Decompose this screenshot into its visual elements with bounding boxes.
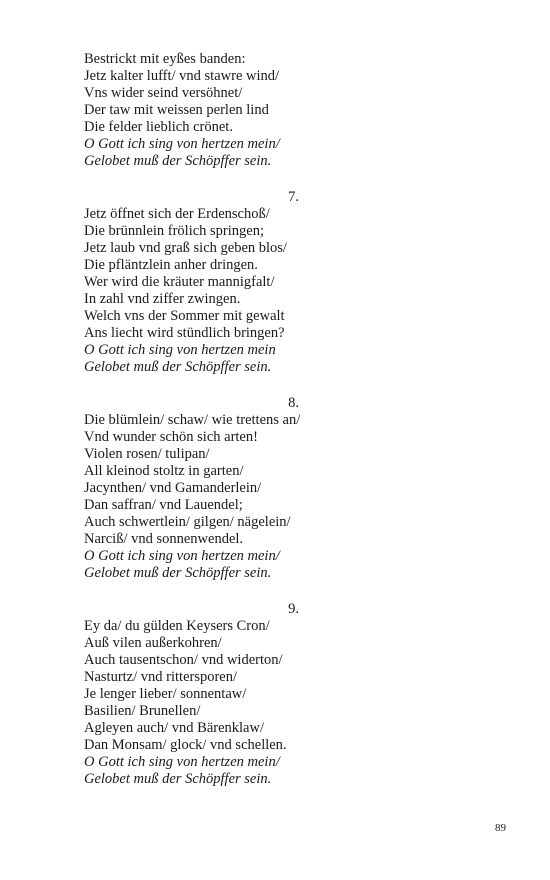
refrain-line: O Gott ich sing von hertzen mein/: [84, 548, 280, 564]
stanza: [84, 601, 384, 788]
verse-line: Violen rosen/ tulipan/: [84, 446, 210, 462]
verse-line: Jetz öffnet sich der Erdenschoß/: [84, 206, 270, 222]
refrain-line: O Gott ich sing von hertzen mein/: [84, 754, 280, 770]
verse-line: Vns wider seind versöhnet/: [84, 85, 243, 101]
verse-line: Jetz laub vnd graß sich geben blos/: [84, 240, 287, 256]
verse-line: Je lenger lieber/ sonnentaw/: [84, 686, 247, 702]
verse-line: Vnd wunder schön sich arten!: [84, 429, 258, 445]
verse-line: Jacynthen/ vnd Gamanderlein/: [84, 480, 262, 496]
verse-line: All kleinod stoltz in garten/: [84, 463, 244, 479]
refrain-line: Gelobet muß der Schöpffer sein.: [84, 771, 272, 787]
verse-line: Auch schwertlein/ gilgen/ nägelein/: [84, 514, 291, 530]
verse-line: Auch tausentschon/ vnd widerton/: [84, 652, 283, 668]
stanza: [84, 395, 384, 582]
poem-body: [84, 51, 384, 807]
verse-line: Die brünnlein frölich springen;: [84, 223, 264, 239]
verse-line: Agleyen auch/ vnd Bärenklaw/: [84, 720, 264, 736]
verse-line: Ey da/ du gülden Keysers Cron/: [84, 618, 270, 634]
verse-line: Wer wird die kräuter mannigfalt/: [84, 274, 275, 290]
stanza-number: 8.: [288, 395, 299, 411]
refrain-line: O Gott ich sing von hertzen mein: [84, 342, 276, 358]
page-number: 89: [495, 822, 506, 834]
verse-line: Basilien/ Brunellen/: [84, 703, 201, 719]
verse-line: Welch vns der Sommer mit gewalt: [84, 308, 285, 324]
verse-line: Bestrickt mit eyßes banden:: [84, 51, 246, 67]
verse-line: Auß vilen außerkohren/: [84, 635, 222, 651]
verse-line: Nasturtz/ vnd rittersporen/: [84, 669, 238, 685]
verse-line: Der taw mit weissen perlen lind: [84, 102, 269, 118]
verse-line: Die felder lieblich crönet.: [84, 119, 233, 135]
refrain-line: Gelobet muß der Schöpffer sein.: [84, 359, 272, 375]
verse-line: Dan Monsam/ glock/ vnd schellen.: [84, 737, 287, 753]
refrain-line: O Gott ich sing von hertzen mein/: [84, 136, 280, 152]
verse-line: Jetz kalter lufft/ vnd stawre wind/: [84, 68, 280, 84]
stanza-number: 7.: [288, 189, 299, 205]
stanza: [84, 189, 384, 376]
verse-line: Narciß/ vnd sonnenwendel.: [84, 531, 244, 547]
verse-line: Ans liecht wird stündlich bringen?: [84, 325, 285, 341]
stanza: [84, 51, 384, 170]
verse-line: Dan saffran/ vnd Lauendel;: [84, 497, 243, 513]
verse-line: Die pfläntzlein anher dringen.: [84, 257, 258, 273]
refrain-line: Gelobet muß der Schöpffer sein.: [84, 153, 272, 169]
refrain-line: Gelobet muß der Schöpffer sein.: [84, 565, 272, 581]
stanza-number: 9.: [288, 601, 299, 617]
verse-line: Die blümlein/ schaw/ wie trettens an/: [84, 412, 301, 428]
verse-line: In zahl vnd ziffer zwingen.: [84, 291, 241, 307]
